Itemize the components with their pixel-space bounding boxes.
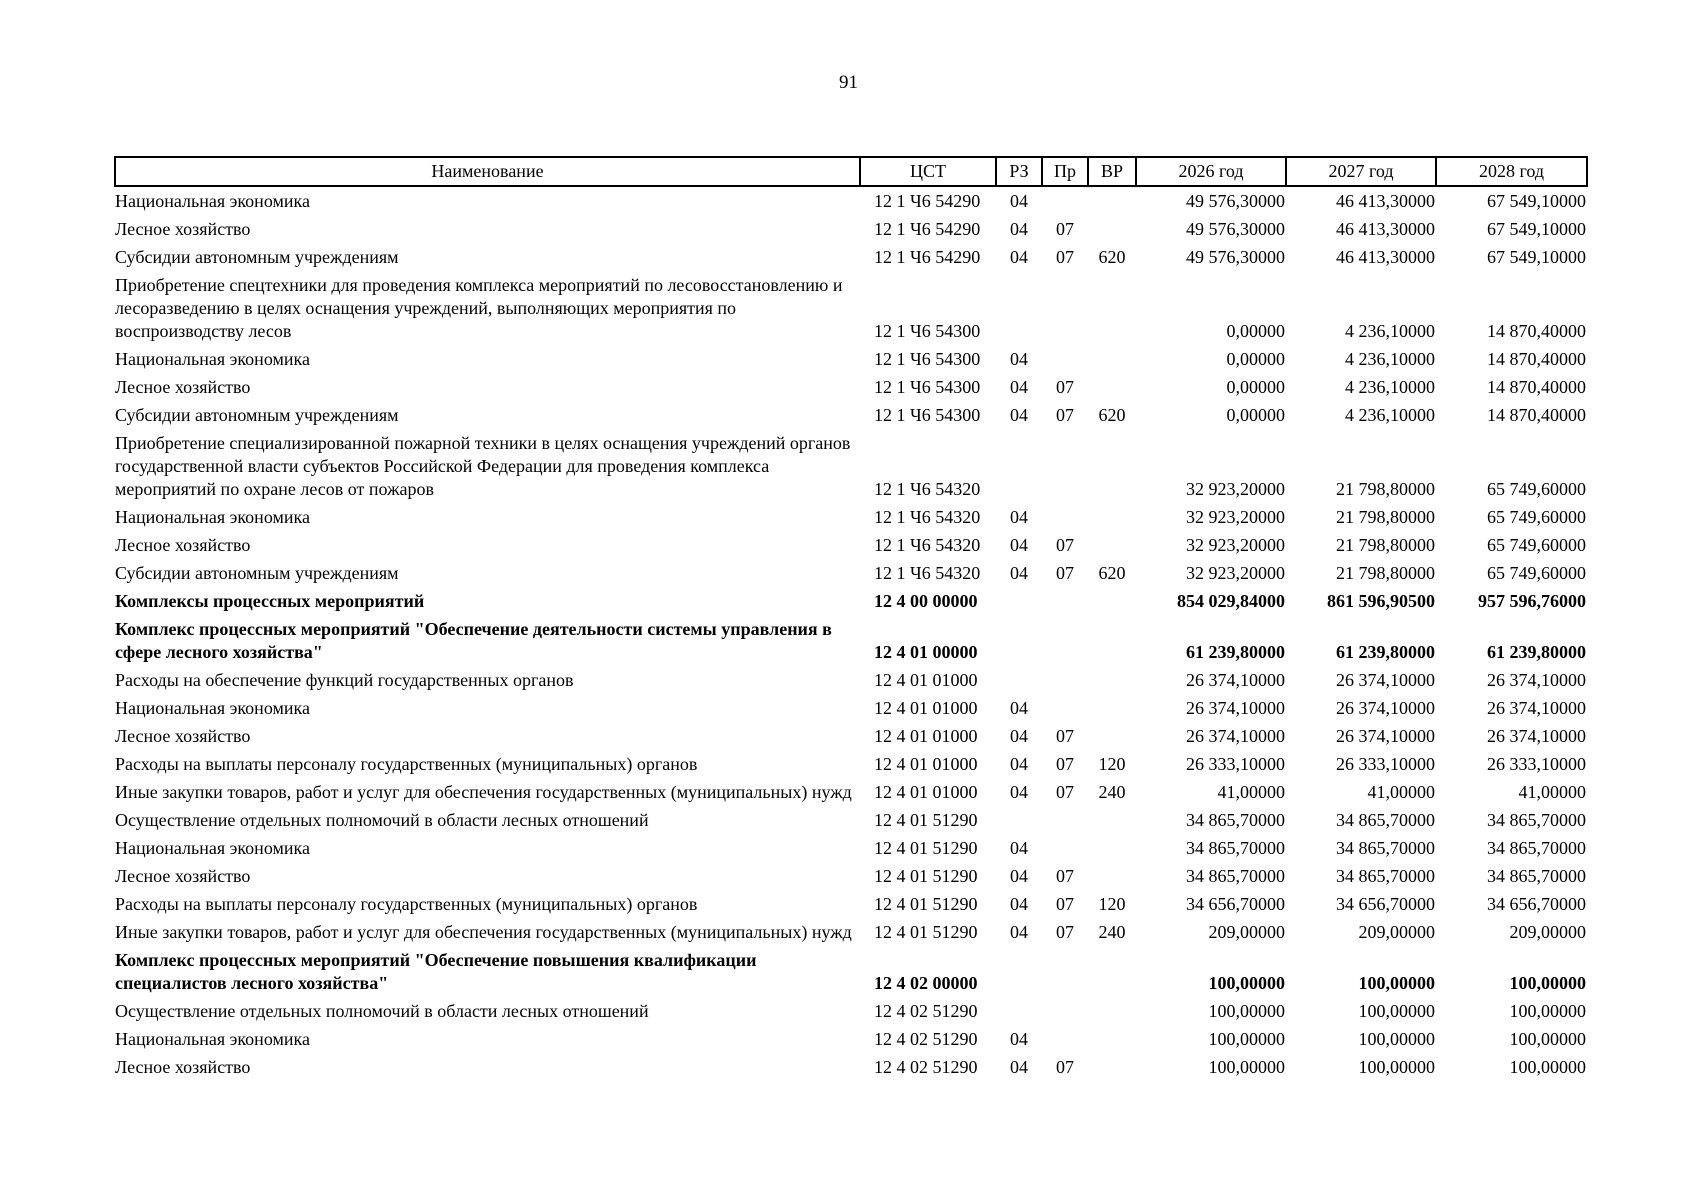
cell-name: Национальная экономика bbox=[115, 191, 310, 211]
cell-vr bbox=[1088, 946, 1136, 997]
cell-name: Комплекс процессных мероприятий "Обеспечение повышения квалификации специалистов лесного хозяйства" bbox=[115, 950, 757, 993]
cell-2028: 65 749,60000 bbox=[1487, 507, 1586, 527]
cell-rz: 04 bbox=[1010, 219, 1028, 239]
cell-2027: 209,00000 bbox=[1358, 922, 1435, 942]
cell-2026: 209,00000 bbox=[1208, 922, 1285, 942]
cell-rz: 04 bbox=[1010, 866, 1028, 886]
page-number: 91 bbox=[839, 72, 858, 93]
cell-2028: 14 870,40000 bbox=[1487, 349, 1586, 369]
header-2027: 2027 год bbox=[1286, 157, 1436, 186]
table-row bbox=[115, 890, 1587, 918]
cell-cst: 12 1 Ч6 54290 bbox=[874, 247, 981, 267]
cell-cst: 12 1 Ч6 54290 bbox=[874, 191, 981, 211]
cell-2027: 100,00000 bbox=[1358, 973, 1435, 993]
cell-name: Лесное хозяйство bbox=[115, 219, 251, 239]
cell-2028: 61 239,80000 bbox=[1487, 642, 1586, 662]
cell-pr: 07 bbox=[1056, 405, 1074, 425]
table-row bbox=[115, 503, 1587, 531]
cell-pr bbox=[1042, 806, 1088, 834]
cell-2026: 26 374,10000 bbox=[1186, 698, 1285, 718]
cell-name: Лесное хозяйство bbox=[115, 866, 251, 886]
cell-name: Расходы на выплаты персоналу государственных (муниципальных) органов bbox=[115, 754, 698, 774]
cell-2027: 26 333,10000 bbox=[1336, 754, 1435, 774]
cell-rz: 04 bbox=[1010, 191, 1028, 211]
cell-vr: 620 bbox=[1098, 247, 1126, 267]
cell-pr: 07 bbox=[1056, 922, 1074, 942]
cell-pr bbox=[1042, 946, 1088, 997]
cell-pr: 07 bbox=[1056, 866, 1074, 886]
cell-name: Национальная экономика bbox=[115, 507, 310, 527]
table-row bbox=[115, 1025, 1587, 1053]
cell-vr bbox=[1088, 806, 1136, 834]
cell-2026: 61 239,80000 bbox=[1186, 642, 1285, 662]
cell-rz: 04 bbox=[1010, 535, 1028, 555]
table-row bbox=[115, 1053, 1587, 1081]
cell-rz: 04 bbox=[1010, 894, 1028, 914]
table-row bbox=[115, 946, 1587, 997]
table-row bbox=[115, 997, 1587, 1025]
cell-rz bbox=[996, 615, 1042, 666]
table-header bbox=[115, 157, 1587, 186]
cell-2027: 61 239,80000 bbox=[1336, 642, 1435, 662]
cell-2026: 49 576,30000 bbox=[1186, 219, 1285, 239]
cell-vr: 120 bbox=[1098, 894, 1126, 914]
cell-2028: 67 549,10000 bbox=[1487, 219, 1586, 239]
cell-2028: 14 870,40000 bbox=[1487, 321, 1586, 341]
cell-2027: 46 413,30000 bbox=[1336, 191, 1435, 211]
cell-2028: 209,00000 bbox=[1509, 922, 1586, 942]
cell-name: Национальная экономика bbox=[115, 838, 310, 858]
cell-rz: 04 bbox=[1010, 726, 1028, 746]
cell-vr bbox=[1088, 186, 1136, 215]
cell-name: Лесное хозяйство bbox=[115, 377, 251, 397]
table-row bbox=[115, 429, 1587, 503]
cell-rz: 04 bbox=[1010, 507, 1028, 527]
cell-cst: 12 4 00 00000 bbox=[874, 591, 978, 611]
header-2026: 2026 год bbox=[1136, 157, 1286, 186]
cell-2026: 854 029,84000 bbox=[1177, 591, 1285, 611]
cell-rz: 04 bbox=[1010, 698, 1028, 718]
table-row bbox=[115, 918, 1587, 946]
cell-cst: 12 4 01 51290 bbox=[874, 838, 978, 858]
header-pr: Пр bbox=[1042, 157, 1088, 186]
cell-vr: 620 bbox=[1098, 405, 1126, 425]
cell-cst: 12 1 Ч6 54320 bbox=[874, 535, 981, 555]
table-row bbox=[115, 666, 1587, 694]
cell-2027: 4 236,10000 bbox=[1345, 377, 1435, 397]
cell-pr bbox=[1042, 666, 1088, 694]
cell-2026: 100,00000 bbox=[1208, 973, 1285, 993]
cell-name: Расходы на выплаты персоналу государственных (муниципальных) органов bbox=[115, 894, 698, 914]
cell-2026: 0,00000 bbox=[1226, 377, 1285, 397]
cell-rz: 04 bbox=[1010, 782, 1028, 802]
cell-2026: 49 576,30000 bbox=[1186, 191, 1285, 211]
budget-table bbox=[114, 156, 1588, 1081]
cell-vr bbox=[1088, 345, 1136, 373]
cell-vr: 240 bbox=[1098, 782, 1126, 802]
cell-2026: 100,00000 bbox=[1208, 1057, 1285, 1077]
cell-2028: 67 549,10000 bbox=[1487, 191, 1586, 211]
cell-name: Лесное хозяйство bbox=[115, 535, 251, 555]
cell-name: Иные закупки товаров, работ и услуг для обеспечения государственных (муниципальных) нужд bbox=[115, 922, 852, 942]
cell-cst: 12 1 Ч6 54300 bbox=[874, 321, 981, 341]
cell-2027: 100,00000 bbox=[1358, 1057, 1435, 1077]
cell-2026: 32 923,20000 bbox=[1186, 507, 1285, 527]
cell-cst: 12 1 Ч6 54300 bbox=[874, 349, 981, 369]
cell-2027: 100,00000 bbox=[1358, 1029, 1435, 1049]
cell-rz bbox=[996, 271, 1042, 345]
table-row bbox=[115, 587, 1587, 615]
cell-2027: 4 236,10000 bbox=[1345, 321, 1435, 341]
cell-cst: 12 4 02 51290 bbox=[874, 1001, 978, 1021]
cell-pr bbox=[1042, 694, 1088, 722]
cell-2028: 100,00000 bbox=[1509, 973, 1586, 993]
cell-2028: 26 374,10000 bbox=[1487, 726, 1586, 746]
cell-2026: 34 656,70000 bbox=[1186, 894, 1285, 914]
cell-name: Приобретение специализированной пожарной техники в целях оснащения учреждений органов государственной власти субъектов Российской Федерации для проведения комплекса мероприятий по охране лесов от пожаров bbox=[115, 433, 851, 499]
table-row bbox=[115, 806, 1587, 834]
cell-2026: 32 923,20000 bbox=[1186, 563, 1285, 583]
cell-rz: 04 bbox=[1010, 922, 1028, 942]
cell-2026: 100,00000 bbox=[1208, 1001, 1285, 1021]
table-row bbox=[115, 271, 1587, 345]
cell-2028: 26 333,10000 bbox=[1487, 754, 1586, 774]
cell-2027: 861 596,90500 bbox=[1327, 591, 1435, 611]
cell-cst: 12 4 02 51290 bbox=[874, 1029, 978, 1049]
cell-pr bbox=[1042, 834, 1088, 862]
cell-vr bbox=[1088, 215, 1136, 243]
cell-2028: 34 656,70000 bbox=[1487, 894, 1586, 914]
cell-cst: 12 1 Ч6 54290 bbox=[874, 219, 981, 239]
cell-rz: 04 bbox=[1010, 838, 1028, 858]
cell-cst: 12 4 02 51290 bbox=[874, 1057, 978, 1077]
cell-cst: 12 4 01 01000 bbox=[874, 670, 978, 690]
header-name: Наименование bbox=[115, 157, 860, 186]
cell-rz bbox=[996, 587, 1042, 615]
cell-pr: 07 bbox=[1056, 726, 1074, 746]
cell-2028: 14 870,40000 bbox=[1487, 377, 1586, 397]
cell-cst: 12 4 01 51290 bbox=[874, 810, 978, 830]
cell-name: Субсидии автономным учреждениям bbox=[115, 563, 399, 583]
cell-cst: 12 4 01 00000 bbox=[874, 642, 978, 662]
cell-2027: 46 413,30000 bbox=[1336, 247, 1435, 267]
header-2028: 2028 год bbox=[1436, 157, 1587, 186]
table-row bbox=[115, 778, 1587, 806]
cell-rz: 04 bbox=[1010, 349, 1028, 369]
cell-2027: 21 798,80000 bbox=[1336, 479, 1435, 499]
cell-rz bbox=[996, 429, 1042, 503]
cell-pr bbox=[1042, 345, 1088, 373]
cell-pr: 07 bbox=[1056, 247, 1074, 267]
cell-rz bbox=[996, 946, 1042, 997]
cell-cst: 12 4 01 51290 bbox=[874, 866, 978, 886]
cell-2028: 65 749,60000 bbox=[1487, 563, 1586, 583]
cell-2026: 32 923,20000 bbox=[1186, 535, 1285, 555]
cell-name: Субсидии автономным учреждениям bbox=[115, 405, 399, 425]
cell-name: Национальная экономика bbox=[115, 349, 310, 369]
cell-2027: 26 374,10000 bbox=[1336, 726, 1435, 746]
cell-vr: 620 bbox=[1098, 563, 1126, 583]
table-row bbox=[115, 694, 1587, 722]
table-row bbox=[115, 750, 1587, 778]
cell-2026: 32 923,20000 bbox=[1186, 479, 1285, 499]
cell-name: Осуществление отдельных полномочий в области лесных отношений bbox=[115, 1001, 649, 1021]
cell-cst: 12 1 Ч6 54320 bbox=[874, 563, 981, 583]
cell-vr bbox=[1088, 587, 1136, 615]
cell-2026: 0,00000 bbox=[1226, 405, 1285, 425]
table-row bbox=[115, 615, 1587, 666]
cell-vr bbox=[1088, 615, 1136, 666]
header-vr: ВР bbox=[1088, 157, 1136, 186]
cell-vr bbox=[1088, 997, 1136, 1025]
cell-pr: 07 bbox=[1056, 894, 1074, 914]
cell-pr bbox=[1042, 503, 1088, 531]
cell-cst: 12 4 01 51290 bbox=[874, 922, 978, 942]
cell-cst: 12 4 01 01000 bbox=[874, 782, 978, 802]
cell-2027: 21 798,80000 bbox=[1336, 535, 1435, 555]
cell-pr bbox=[1042, 1025, 1088, 1053]
cell-2028: 34 865,70000 bbox=[1487, 810, 1586, 830]
cell-2027: 41,00000 bbox=[1367, 782, 1435, 802]
cell-2027: 26 374,10000 bbox=[1336, 698, 1435, 718]
cell-pr: 07 bbox=[1056, 535, 1074, 555]
cell-cst: 12 1 Ч6 54320 bbox=[874, 479, 981, 499]
cell-vr bbox=[1088, 722, 1136, 750]
cell-cst: 12 4 01 01000 bbox=[874, 726, 978, 746]
cell-2028: 100,00000 bbox=[1509, 1029, 1586, 1049]
cell-2028: 26 374,10000 bbox=[1487, 670, 1586, 690]
cell-pr bbox=[1042, 997, 1088, 1025]
cell-cst: 12 1 Ч6 54320 bbox=[874, 507, 981, 527]
cell-name: Иные закупки товаров, работ и услуг для обеспечения государственных (муниципальных) нужд bbox=[115, 782, 852, 802]
cell-rz bbox=[996, 806, 1042, 834]
cell-pr bbox=[1042, 271, 1088, 345]
table-row bbox=[115, 373, 1587, 401]
cell-2028: 957 596,76000 bbox=[1478, 591, 1586, 611]
cell-2026: 26 374,10000 bbox=[1186, 726, 1285, 746]
cell-2026: 34 865,70000 bbox=[1186, 810, 1285, 830]
cell-vr: 120 bbox=[1098, 754, 1126, 774]
cell-rz bbox=[996, 666, 1042, 694]
cell-2027: 4 236,10000 bbox=[1345, 405, 1435, 425]
cell-2026: 100,00000 bbox=[1208, 1029, 1285, 1049]
cell-rz bbox=[996, 997, 1042, 1025]
cell-2026: 49 576,30000 bbox=[1186, 247, 1285, 267]
cell-2027: 21 798,80000 bbox=[1336, 563, 1435, 583]
cell-vr: 240 bbox=[1098, 922, 1126, 942]
cell-2027: 100,00000 bbox=[1358, 1001, 1435, 1021]
cell-vr bbox=[1088, 1025, 1136, 1053]
cell-2028: 34 865,70000 bbox=[1487, 838, 1586, 858]
table-row bbox=[115, 559, 1587, 587]
cell-name: Расходы на обеспечение функций государственных органов bbox=[115, 670, 574, 690]
cell-cst: 12 1 Ч6 54300 bbox=[874, 405, 981, 425]
cell-name: Комплексы процессных мероприятий bbox=[115, 591, 425, 611]
cell-vr bbox=[1088, 503, 1136, 531]
cell-rz: 04 bbox=[1010, 754, 1028, 774]
cell-vr bbox=[1088, 429, 1136, 503]
cell-rz: 04 bbox=[1010, 1029, 1028, 1049]
cell-rz: 04 bbox=[1010, 563, 1028, 583]
cell-cst: 12 4 01 01000 bbox=[874, 754, 978, 774]
cell-vr bbox=[1088, 666, 1136, 694]
cell-pr bbox=[1042, 186, 1088, 215]
cell-2027: 46 413,30000 bbox=[1336, 219, 1435, 239]
cell-2028: 34 865,70000 bbox=[1487, 866, 1586, 886]
cell-vr bbox=[1088, 834, 1136, 862]
cell-2027: 26 374,10000 bbox=[1336, 670, 1435, 690]
table-row bbox=[115, 345, 1587, 373]
cell-2028: 26 374,10000 bbox=[1487, 698, 1586, 718]
cell-pr bbox=[1042, 587, 1088, 615]
cell-2027: 34 865,70000 bbox=[1336, 810, 1435, 830]
cell-name: Осуществление отдельных полномочий в области лесных отношений bbox=[115, 810, 649, 830]
cell-2028: 100,00000 bbox=[1509, 1001, 1586, 1021]
cell-pr bbox=[1042, 615, 1088, 666]
cell-pr: 07 bbox=[1056, 219, 1074, 239]
cell-cst: 12 4 02 00000 bbox=[874, 973, 978, 993]
cell-vr bbox=[1088, 862, 1136, 890]
cell-2028: 65 749,60000 bbox=[1487, 535, 1586, 555]
cell-name: Национальная экономика bbox=[115, 698, 310, 718]
header-rz: РЗ bbox=[996, 157, 1042, 186]
table-row bbox=[115, 722, 1587, 750]
header-cst: ЦСТ bbox=[860, 157, 996, 186]
cell-2026: 0,00000 bbox=[1226, 321, 1285, 341]
cell-2028: 65 749,60000 bbox=[1487, 479, 1586, 499]
cell-name: Субсидии автономным учреждениям bbox=[115, 247, 399, 267]
cell-pr bbox=[1042, 429, 1088, 503]
cell-2027: 34 865,70000 bbox=[1336, 866, 1435, 886]
table-row bbox=[115, 834, 1587, 862]
cell-2026: 34 865,70000 bbox=[1186, 838, 1285, 858]
cell-2028: 100,00000 bbox=[1509, 1057, 1586, 1077]
cell-2026: 0,00000 bbox=[1226, 349, 1285, 369]
table-row bbox=[115, 186, 1587, 215]
cell-rz: 04 bbox=[1010, 247, 1028, 267]
cell-2028: 41,00000 bbox=[1518, 782, 1586, 802]
cell-2026: 26 333,10000 bbox=[1186, 754, 1285, 774]
cell-name: Национальная экономика bbox=[115, 1029, 310, 1049]
table-row bbox=[115, 862, 1587, 890]
table-row bbox=[115, 531, 1587, 559]
cell-vr bbox=[1088, 531, 1136, 559]
table-row bbox=[115, 401, 1587, 429]
cell-name: Лесное хозяйство bbox=[115, 1057, 251, 1077]
cell-vr bbox=[1088, 373, 1136, 401]
cell-cst: 12 4 01 51290 bbox=[874, 894, 978, 914]
cell-2027: 21 798,80000 bbox=[1336, 507, 1435, 527]
cell-2028: 67 549,10000 bbox=[1487, 247, 1586, 267]
cell-name: Лесное хозяйство bbox=[115, 726, 251, 746]
cell-2026: 26 374,10000 bbox=[1186, 670, 1285, 690]
cell-2028: 14 870,40000 bbox=[1487, 405, 1586, 425]
cell-2026: 34 865,70000 bbox=[1186, 866, 1285, 886]
cell-vr bbox=[1088, 1053, 1136, 1081]
cell-rz: 04 bbox=[1010, 1057, 1028, 1077]
cell-pr: 07 bbox=[1056, 563, 1074, 583]
header-row bbox=[115, 157, 1587, 186]
table-row bbox=[115, 243, 1587, 271]
table-body bbox=[115, 186, 1587, 1081]
cell-pr: 07 bbox=[1056, 782, 1074, 802]
cell-2026: 41,00000 bbox=[1217, 782, 1285, 802]
cell-pr: 07 bbox=[1056, 754, 1074, 774]
table-row bbox=[115, 215, 1587, 243]
cell-vr bbox=[1088, 271, 1136, 345]
cell-name: Комплекс процессных мероприятий "Обеспечение деятельности системы управления в сфере лесного хозяйства" bbox=[115, 619, 832, 662]
cell-rz: 04 bbox=[1010, 377, 1028, 397]
cell-2027: 34 656,70000 bbox=[1336, 894, 1435, 914]
cell-cst: 12 4 01 01000 bbox=[874, 698, 978, 718]
cell-name: Приобретение спецтехники для проведения комплекса мероприятий по лесовосстановлению и лесоразведению в целях оснащения учреждений, выполняющих мероприятия по воспроизводству лесов bbox=[115, 275, 843, 341]
cell-rz: 04 bbox=[1010, 405, 1028, 425]
cell-vr bbox=[1088, 694, 1136, 722]
cell-2027: 4 236,10000 bbox=[1345, 349, 1435, 369]
cell-pr: 07 bbox=[1056, 1057, 1074, 1077]
cell-pr: 07 bbox=[1056, 377, 1074, 397]
cell-cst: 12 1 Ч6 54300 bbox=[874, 377, 981, 397]
cell-2027: 34 865,70000 bbox=[1336, 838, 1435, 858]
